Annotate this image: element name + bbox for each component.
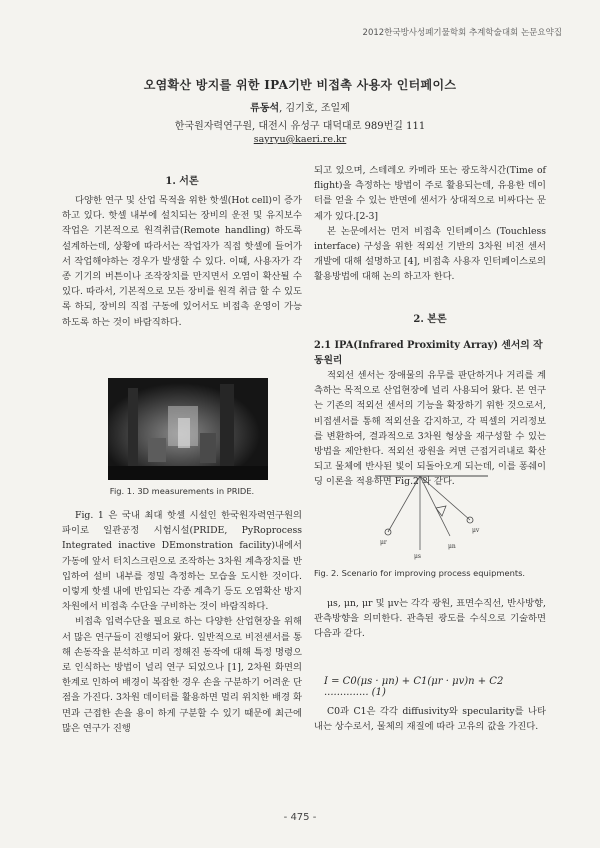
- constant-paragraph: C0과 C1은 각각 diffusivity와 specularity를 나타내는 상수로서, 물체의 재질에 따라 고유의 값을 가진다.: [314, 706, 546, 733]
- fig1-photo: [108, 378, 268, 480]
- continued-paragraph: 되고 있으며, 스테레오 카메라 또는 광도착시간(Time of flight)을 측정하는 방법이 주로 활용되는데, 유용한 데이터를 얻을 수 있는 반면에 센서가 상대적으로 비싸다는 문제가 있다.[2-3]: [314, 165, 546, 222]
- paper-title: 오염확산 방지를 위한 IPA기반 비접촉 사용자 인터페이스: [143, 78, 457, 92]
- pride-facility-image: [108, 378, 268, 480]
- section-heading-intro: 1. 서론: [165, 176, 199, 187]
- intro-text: [62, 193, 302, 330]
- label-mu-s: μs: [414, 553, 421, 560]
- fig2-diagram: [370, 462, 490, 562]
- affiliation: 한국원자력연구원, 대전시 유성구 대덕대로 989번길 111: [174, 121, 426, 132]
- body-paragraph-2: 비접촉 입력수단을 필요로 하는 다양한 산업현장을 위해서 많은 연구들이 진행되어 왔다. 일반적으로 비전센서를 통해 손동작을 분석하고 미리 정해진 동작에 대해 특정 명령으로 인식하는 방법이 널리 연구 되었으나 [1], 2차원 화면의 한계로 인하여 배경이 복잡한 경우 손을 구분하기 어려운 단점을 가진다. 3차원 데이터를 활용하면 멀리 위치한 배경 화면과 근접한 손을 용이 하게 구분할 수 있기 때문에 최근에 많은 연구가 진행: [62, 616, 302, 734]
- label-mu-r: μr: [380, 539, 387, 546]
- principle-paragraph: 적외선 센서는 장애물의 유무를 판단하거나 거리를 계측하는 목적으로 산업현장에 널리 사용되어 왔다. 본 연구는 기존의 적외선 센서의 기능을 확장하기 위한 것으로서, 비접센서를 통해 적외선을 감지하고, 각 픽셀의 거리정보를 변환하여, 결과적으로 3차원 형상을 재구성할 수 있는 방법을 제안한다. 적외선 광원을 켜면 근접거리내로 확산되고 물체에 반사된 빛이 되돌아오게 되는데, 이를 퐁쉐이딩 이론을 적용하면 Fig.2 와 같다.: [314, 370, 546, 488]
- authors: [0, 99, 600, 114]
- body-paragraph-1: Fig. 1 은 국내 최대 핫셀 시설인 한국원자력연구원의 파이로 일관공정 시험시설(PRIDE, PyRoprocess Integrated inactive DEmonstration facility)내에서 가동에 앞서 터치스크린으로 조작하는 3차원 계측장치를 반입하여 설비 내부를 정밀 측정하는 모습을 도시한 것이다. 이렇게 핫셀 내에 반입되는 각종 계측기 등도 오염확산 방지 차원에서 비접촉 수단을 구비하는 것이 바람직하다.: [62, 510, 302, 613]
- section-heading-body: 2. 본론: [413, 314, 447, 325]
- subsection-heading: 2.1 IPA(Infrared Proximity Array) 센서의 작동원리: [314, 340, 543, 366]
- fig2-caption: Fig. 2. Scenario for improving process equipments.: [314, 568, 526, 578]
- equation-1: I = C0(μs · μn) + C1(μr · μv)n + C2 .............. (1): [324, 676, 504, 698]
- author-email: sayryu@kaeri.re.kr: [253, 134, 347, 145]
- page-number: - 475 -: [283, 812, 317, 823]
- right-intro-text: [314, 163, 546, 285]
- intro-paragraph: 다양한 연구 및 산업 목적을 위한 핫셀(Hot cell)이 증가하고 있다. 핫셀 내부에 설치되는 장비의 운전 및 유지보수 작업은 기본적으로 원격취급(Remote handling) 하도록 설계하는데, 상황에 따라서는 작업자가 직접 핫셀에 들어가서 작업해야하는 경우가 발생할 수 있다. 이때, 사용자가 각종 기기의 버튼이나 조작장치를 만지면서 오염이 확산될 수 있다. 따라서, 기본적으로 모든 장비를 원격 취급 할 수 있도록 하되, 장비의 직접 구동에 있어서도 비접촉 운영이 가능하도록 하는 것이 바람직하다.: [62, 195, 302, 328]
- lead-author: 류동석: [250, 103, 280, 114]
- label-mu-v: μv: [472, 527, 480, 534]
- fig1-caption: Fig. 1. 3D measurements in PRIDE.: [109, 486, 255, 496]
- left-body-text: [62, 508, 302, 736]
- symbol-paragraph: μs, μn, μr 및 μv는 각각 광원, 표면수직선, 반사방향, 관측방향을 의미한다. 관측된 광도를 수식으로 기술하면 다음과 같다.: [314, 598, 546, 640]
- conference-header: 2012한국방사성폐기물학회 추계학술대회 논문요약집: [362, 28, 562, 38]
- symbol-text: [314, 596, 546, 642]
- co-authors: , 김기호, 조일제: [279, 103, 350, 114]
- paper-purpose-paragraph: 본 논문에서는 먼저 비접촉 인터페이스 (Touchless interface) 구성을 위한 적외선 기반의 3차원 비전 센서 개발에 대해 설명하고 [4], 비접촉 사용자 인터페이스로의 활용방법에 대해 논의 하고자 한다.: [314, 225, 546, 283]
- label-mu-n: μn: [448, 543, 456, 550]
- constant-text: [314, 704, 546, 734]
